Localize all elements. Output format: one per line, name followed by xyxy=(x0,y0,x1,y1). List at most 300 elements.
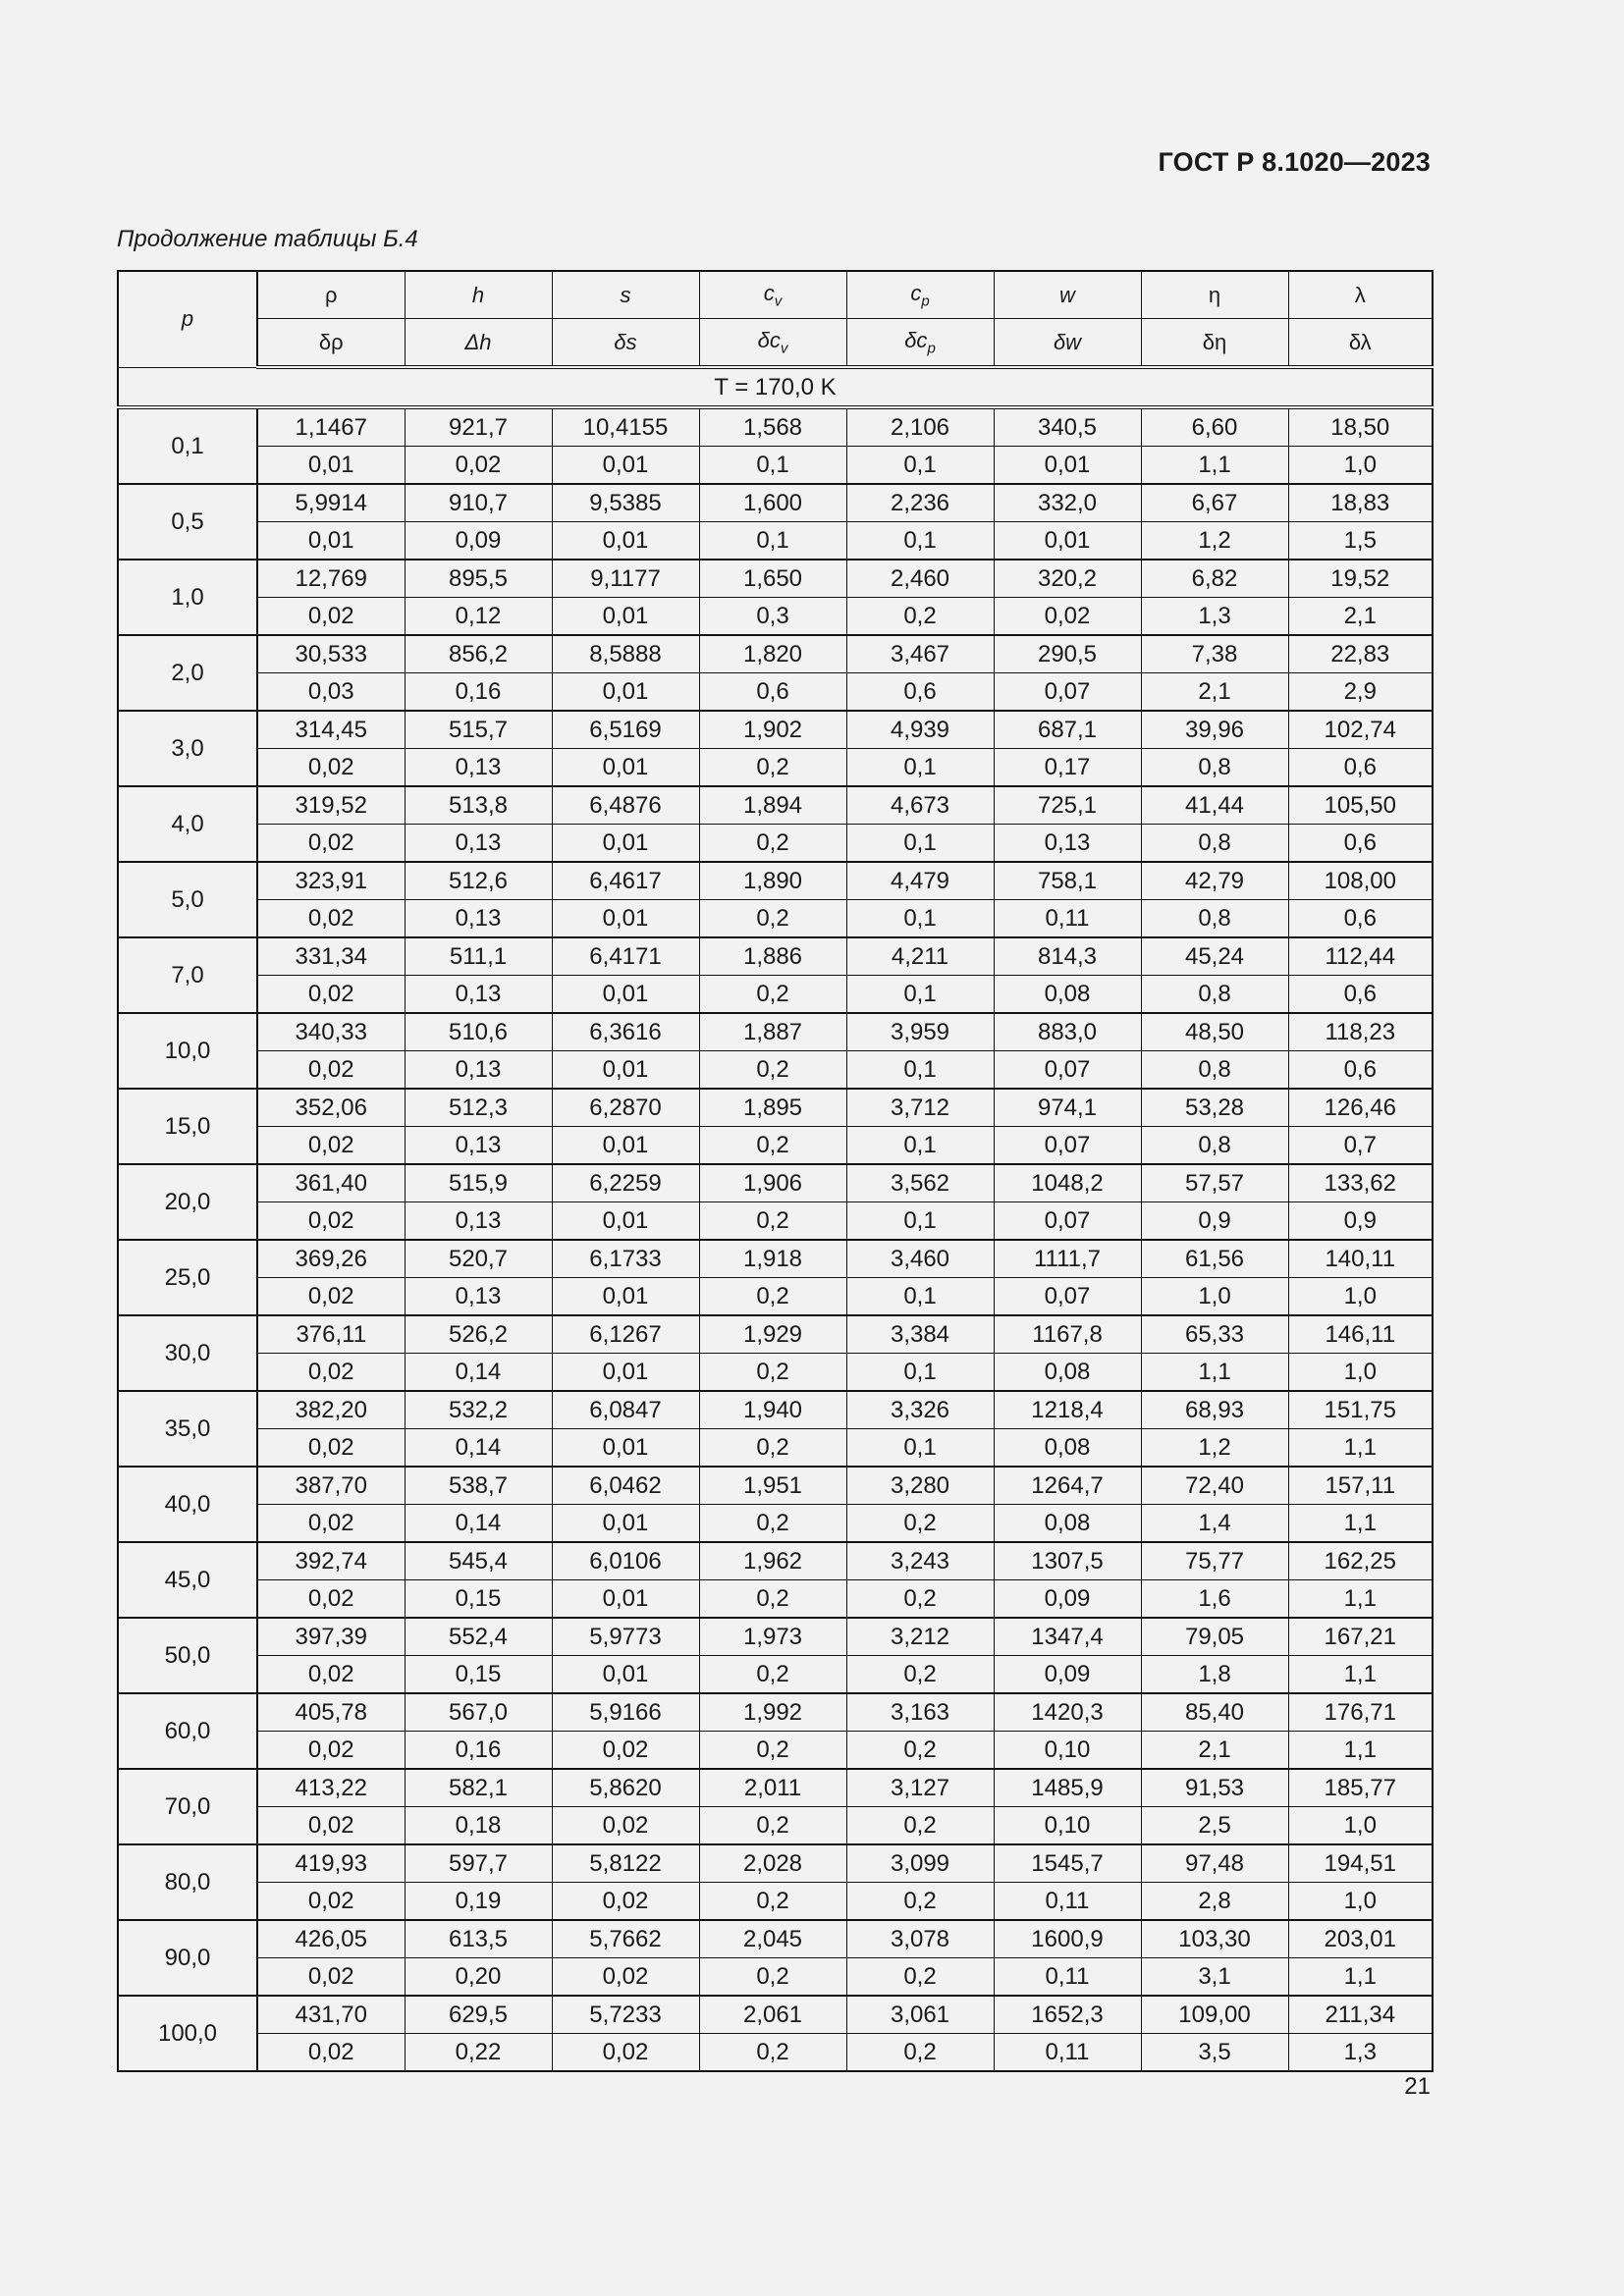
uncertainty-cell: 1,1 xyxy=(1141,447,1288,485)
uncertainty-cell: 2,1 xyxy=(1141,1732,1288,1770)
value-cell: 157,11 xyxy=(1288,1467,1433,1505)
uncertainty-cell: 0,2 xyxy=(846,1958,994,1997)
value-cell: 3,243 xyxy=(846,1542,994,1580)
value-cell: 1,568 xyxy=(699,407,846,447)
uncertainty-cell: 0,09 xyxy=(994,1656,1141,1694)
uncertainty-cell: 0,2 xyxy=(846,2034,994,2072)
value-cell: 72,40 xyxy=(1141,1467,1288,1505)
value-cell: 1,890 xyxy=(699,862,846,900)
value-cell: 65,33 xyxy=(1141,1315,1288,1354)
value-cell: 6,1733 xyxy=(552,1240,699,1278)
value-cell: 3,959 xyxy=(846,1013,994,1051)
uncertainty-cell: 0,8 xyxy=(1141,900,1288,938)
value-cell: 397,39 xyxy=(257,1618,405,1656)
value-cell: 140,11 xyxy=(1288,1240,1433,1278)
temperature-label: T = 170,0 K xyxy=(118,367,1433,407)
table-row-uncertainties xyxy=(118,1127,1433,1165)
uncertainty-cell: 0,02 xyxy=(257,1278,405,1316)
data-table xyxy=(117,270,1434,2072)
uncertainty-cell: 0,6 xyxy=(1288,825,1433,863)
uncertainty-cell: 0,02 xyxy=(257,825,405,863)
pressure-cell: 40,0 xyxy=(118,1467,257,1542)
uncertainty-cell: 0,01 xyxy=(552,522,699,561)
uncertainty-cell: 0,2 xyxy=(699,1883,846,1921)
header-uncertainty-3: $\delta c_v$ xyxy=(699,319,846,368)
uncertainty-cell: 0,02 xyxy=(257,1883,405,1921)
uncertainty-cell: 0,1 xyxy=(699,447,846,485)
uncertainty-cell: 1,0 xyxy=(1288,447,1433,485)
value-cell: 6,3616 xyxy=(552,1013,699,1051)
value-cell: 512,6 xyxy=(405,862,552,900)
uncertainty-cell: 0,09 xyxy=(994,1580,1141,1619)
value-cell: 6,4171 xyxy=(552,937,699,976)
header-uncertainty-2: δs xyxy=(552,319,699,368)
uncertainty-cell: 0,1 xyxy=(699,522,846,561)
value-cell: 1545,7 xyxy=(994,1844,1141,1883)
table-row-values xyxy=(118,484,1433,522)
value-cell: 332,0 xyxy=(994,484,1141,522)
uncertainty-cell: 0,01 xyxy=(552,1354,699,1392)
value-cell: 426,05 xyxy=(257,1920,405,1958)
value-cell: 1420,3 xyxy=(994,1693,1141,1732)
header-uncertainty-5: δw xyxy=(994,319,1141,368)
uncertainty-cell: 0,01 xyxy=(994,522,1141,561)
uncertainty-cell: 2,9 xyxy=(1288,673,1433,712)
value-cell: 85,40 xyxy=(1141,1693,1288,1732)
value-cell: 3,384 xyxy=(846,1315,994,1354)
value-cell: 4,939 xyxy=(846,711,994,749)
uncertainty-cell: 0,02 xyxy=(257,1051,405,1090)
value-cell: 1652,3 xyxy=(994,1996,1141,2034)
uncertainty-cell: 0,14 xyxy=(405,1429,552,1468)
value-cell: 6,0106 xyxy=(552,1542,699,1580)
uncertainty-cell: 0,2 xyxy=(699,1202,846,1241)
value-cell: 68,93 xyxy=(1141,1391,1288,1429)
uncertainty-cell: 1,0 xyxy=(1141,1278,1288,1316)
uncertainty-cell: 0,14 xyxy=(405,1354,552,1392)
value-cell: 6,2259 xyxy=(552,1164,699,1202)
uncertainty-cell: 0,02 xyxy=(552,1807,699,1845)
uncertainty-cell: 0,10 xyxy=(994,1807,1141,1845)
uncertainty-cell: 1,2 xyxy=(1141,522,1288,561)
value-cell: 6,82 xyxy=(1141,560,1288,598)
uncertainty-cell: 0,2 xyxy=(699,825,846,863)
uncertainty-cell: 2,1 xyxy=(1141,673,1288,712)
uncertainty-cell: 1,3 xyxy=(1141,598,1288,636)
value-cell: 369,26 xyxy=(257,1240,405,1278)
value-cell: 629,5 xyxy=(405,1996,552,2034)
uncertainty-cell: 0,13 xyxy=(405,825,552,863)
uncertainty-cell: 1,1 xyxy=(1288,1429,1433,1468)
table-row-uncertainties xyxy=(118,1580,1433,1619)
uncertainty-cell: 0,02 xyxy=(257,749,405,787)
value-cell: 8,5888 xyxy=(552,635,699,673)
header-uncertainty-4: $\delta c_p$ xyxy=(846,319,994,368)
value-cell: 1,895 xyxy=(699,1089,846,1127)
value-cell: 211,34 xyxy=(1288,1996,1433,2034)
value-cell: 2,028 xyxy=(699,1844,846,1883)
uncertainty-cell: 0,22 xyxy=(405,2034,552,2072)
value-cell: 5,8122 xyxy=(552,1844,699,1883)
header-symbol-7: λ xyxy=(1288,271,1433,319)
pressure-cell: 7,0 xyxy=(118,937,257,1013)
value-cell: 57,57 xyxy=(1141,1164,1288,1202)
header-symbol-2: s xyxy=(552,271,699,319)
value-cell: 4,673 xyxy=(846,786,994,825)
pressure-cell: 100,0 xyxy=(118,1996,257,2071)
value-cell: 6,0847 xyxy=(552,1391,699,1429)
value-cell: 1,992 xyxy=(699,1693,846,1732)
uncertainty-cell: 0,2 xyxy=(846,1883,994,1921)
uncertainty-cell: 3,1 xyxy=(1141,1958,1288,1997)
table-row-uncertainties xyxy=(118,1807,1433,1845)
value-cell: 405,78 xyxy=(257,1693,405,1732)
value-cell: 203,01 xyxy=(1288,1920,1433,1958)
value-cell: 515,9 xyxy=(405,1164,552,1202)
value-cell: 39,96 xyxy=(1141,711,1288,749)
uncertainty-cell: 0,01 xyxy=(552,1580,699,1619)
value-cell: 194,51 xyxy=(1288,1844,1433,1883)
value-cell: 133,62 xyxy=(1288,1164,1433,1202)
value-cell: 1,951 xyxy=(699,1467,846,1505)
uncertainty-cell: 0,02 xyxy=(405,447,552,485)
uncertainty-cell: 0,1 xyxy=(846,1202,994,1241)
value-cell: 387,70 xyxy=(257,1467,405,1505)
uncertainty-cell: 0,7 xyxy=(1288,1127,1433,1165)
uncertainty-cell: 1,0 xyxy=(1288,1354,1433,1392)
value-cell: 1,650 xyxy=(699,560,846,598)
uncertainty-cell: 0,01 xyxy=(994,447,1141,485)
table-row-values xyxy=(118,560,1433,598)
value-cell: 41,44 xyxy=(1141,786,1288,825)
value-cell: 2,236 xyxy=(846,484,994,522)
uncertainty-cell: 2,5 xyxy=(1141,1807,1288,1845)
uncertainty-cell: 0,2 xyxy=(699,1429,846,1468)
uncertainty-cell: 0,01 xyxy=(552,900,699,938)
value-cell: 1048,2 xyxy=(994,1164,1141,1202)
value-cell: 512,3 xyxy=(405,1089,552,1127)
uncertainty-cell: 0,02 xyxy=(257,1202,405,1241)
uncertainty-cell: 0,02 xyxy=(257,1354,405,1392)
value-cell: 109,00 xyxy=(1141,1996,1288,2034)
value-cell: 126,46 xyxy=(1288,1089,1433,1127)
value-cell: 48,50 xyxy=(1141,1013,1288,1051)
header-row-symbols xyxy=(118,271,1433,319)
value-cell: 513,8 xyxy=(405,786,552,825)
uncertainty-cell: 0,02 xyxy=(994,598,1141,636)
temperature-row xyxy=(118,367,1433,407)
value-cell: 1600,9 xyxy=(994,1920,1141,1958)
table-caption: Продолжение таблицы Б.4 xyxy=(117,226,418,252)
uncertainty-cell: 0,2 xyxy=(846,1580,994,1619)
pressure-cell: 50,0 xyxy=(118,1618,257,1693)
table-row-uncertainties xyxy=(118,1051,1433,1090)
header-uncertainty-0: δρ xyxy=(257,319,405,368)
uncertainty-cell: 1,1 xyxy=(1288,1656,1433,1694)
uncertainty-cell: 0,6 xyxy=(1288,1051,1433,1090)
value-cell: 2,045 xyxy=(699,1920,846,1958)
uncertainty-cell: 0,1 xyxy=(846,1354,994,1392)
value-cell: 1,886 xyxy=(699,937,846,976)
table-row-values xyxy=(118,407,1433,447)
uncertainty-cell: 0,8 xyxy=(1141,976,1288,1014)
uncertainty-cell: 0,13 xyxy=(994,825,1141,863)
table-row-values xyxy=(118,862,1433,900)
pressure-cell: 80,0 xyxy=(118,1844,257,1920)
value-cell: 376,11 xyxy=(257,1315,405,1354)
uncertainty-cell: 0,1 xyxy=(846,749,994,787)
header-uncertainty-1: Δh xyxy=(405,319,552,368)
uncertainty-cell: 1,1 xyxy=(1288,1958,1433,1997)
uncertainty-cell: 0,01 xyxy=(552,1051,699,1090)
value-cell: 7,38 xyxy=(1141,635,1288,673)
value-cell: 1218,4 xyxy=(994,1391,1141,1429)
uncertainty-cell: 0,2 xyxy=(699,976,846,1014)
value-cell: 331,34 xyxy=(257,937,405,976)
value-cell: 319,52 xyxy=(257,786,405,825)
uncertainty-cell: 0,2 xyxy=(699,1958,846,1997)
value-cell: 12,769 xyxy=(257,560,405,598)
uncertainty-cell: 0,12 xyxy=(405,598,552,636)
value-cell: 1,973 xyxy=(699,1618,846,1656)
uncertainty-cell: 0,8 xyxy=(1141,749,1288,787)
uncertainty-cell: 3,5 xyxy=(1141,2034,1288,2072)
table-row-values xyxy=(118,1240,1433,1278)
uncertainty-cell: 0,2 xyxy=(846,1732,994,1770)
value-cell: 6,2870 xyxy=(552,1089,699,1127)
table-row-values xyxy=(118,1013,1433,1051)
value-cell: 3,061 xyxy=(846,1996,994,2034)
value-cell: 340,33 xyxy=(257,1013,405,1051)
uncertainty-cell: 0,02 xyxy=(257,976,405,1014)
uncertainty-cell: 0,1 xyxy=(846,1429,994,1468)
uncertainty-cell: 0,08 xyxy=(994,1354,1141,1392)
uncertainty-cell: 0,16 xyxy=(405,1732,552,1770)
uncertainty-cell: 0,02 xyxy=(257,2034,405,2072)
uncertainty-cell: 1,0 xyxy=(1288,1278,1433,1316)
header-symbol-3: $c_v$ xyxy=(699,271,846,319)
table-row-uncertainties xyxy=(118,900,1433,938)
value-cell: 102,74 xyxy=(1288,711,1433,749)
uncertainty-cell: 0,8 xyxy=(1141,1051,1288,1090)
value-cell: 9,5385 xyxy=(552,484,699,522)
uncertainty-cell: 1,0 xyxy=(1288,1807,1433,1845)
value-cell: 3,127 xyxy=(846,1769,994,1807)
value-cell: 3,712 xyxy=(846,1089,994,1127)
value-cell: 1,600 xyxy=(699,484,846,522)
table-row-uncertainties xyxy=(118,749,1433,787)
header-symbol-0: ρ xyxy=(257,271,405,319)
value-cell: 320,2 xyxy=(994,560,1141,598)
value-cell: 419,93 xyxy=(257,1844,405,1883)
uncertainty-cell: 0,6 xyxy=(1288,976,1433,1014)
value-cell: 582,1 xyxy=(405,1769,552,1807)
value-cell: 1,940 xyxy=(699,1391,846,1429)
uncertainty-cell: 0,6 xyxy=(1288,749,1433,787)
uncertainty-cell: 0,18 xyxy=(405,1807,552,1845)
pressure-cell: 5,0 xyxy=(118,862,257,937)
value-cell: 883,0 xyxy=(994,1013,1141,1051)
uncertainty-cell: 0,2 xyxy=(699,1278,846,1316)
uncertainty-cell: 0,1 xyxy=(846,1051,994,1090)
value-cell: 42,79 xyxy=(1141,862,1288,900)
pressure-cell: 0,1 xyxy=(118,407,257,484)
uncertainty-cell: 0,6 xyxy=(846,673,994,712)
uncertainty-cell: 0,11 xyxy=(994,900,1141,938)
table-row-values xyxy=(118,1693,1433,1732)
value-cell: 91,53 xyxy=(1141,1769,1288,1807)
value-cell: 6,1267 xyxy=(552,1315,699,1354)
table-row-uncertainties xyxy=(118,1202,1433,1241)
uncertainty-cell: 0,2 xyxy=(699,749,846,787)
uncertainty-cell: 0,11 xyxy=(994,2034,1141,2072)
uncertainty-cell: 0,09 xyxy=(405,522,552,561)
value-cell: 162,25 xyxy=(1288,1542,1433,1580)
value-cell: 5,9914 xyxy=(257,484,405,522)
table-row-uncertainties xyxy=(118,2034,1433,2072)
uncertainty-cell: 0,01 xyxy=(257,522,405,561)
pressure-cell: 60,0 xyxy=(118,1693,257,1769)
value-cell: 3,467 xyxy=(846,635,994,673)
table-row-uncertainties xyxy=(118,1505,1433,1543)
uncertainty-cell: 0,01 xyxy=(257,447,405,485)
value-cell: 538,7 xyxy=(405,1467,552,1505)
value-cell: 2,011 xyxy=(699,1769,846,1807)
table-row-uncertainties xyxy=(118,1354,1433,1392)
pressure-cell: 70,0 xyxy=(118,1769,257,1844)
uncertainty-cell: 0,01 xyxy=(552,1202,699,1241)
uncertainty-cell: 0,1 xyxy=(846,522,994,561)
value-cell: 567,0 xyxy=(405,1693,552,1732)
value-cell: 856,2 xyxy=(405,635,552,673)
uncertainty-cell: 0,02 xyxy=(257,1807,405,1845)
table-row-values xyxy=(118,1920,1433,1958)
table-row-values xyxy=(118,1089,1433,1127)
value-cell: 3,460 xyxy=(846,1240,994,1278)
uncertainty-cell: 0,13 xyxy=(405,749,552,787)
uncertainty-cell: 0,02 xyxy=(257,1505,405,1543)
uncertainty-cell: 0,15 xyxy=(405,1580,552,1619)
uncertainty-cell: 0,6 xyxy=(699,673,846,712)
value-cell: 974,1 xyxy=(994,1089,1141,1127)
value-cell: 10,4155 xyxy=(552,407,699,447)
table-row-values xyxy=(118,1467,1433,1505)
uncertainty-cell: 0,10 xyxy=(994,1732,1141,1770)
uncertainty-cell: 0,01 xyxy=(552,1429,699,1468)
uncertainty-cell: 0,08 xyxy=(994,1429,1141,1468)
value-cell: 6,5169 xyxy=(552,711,699,749)
value-cell: 510,6 xyxy=(405,1013,552,1051)
value-cell: 3,212 xyxy=(846,1618,994,1656)
uncertainty-cell: 0,11 xyxy=(994,1883,1141,1921)
pressure-cell: 3,0 xyxy=(118,711,257,786)
value-cell: 108,00 xyxy=(1288,862,1433,900)
uncertainty-cell: 0,02 xyxy=(257,1958,405,1997)
header-symbol-5: w xyxy=(994,271,1141,319)
uncertainty-cell: 0,2 xyxy=(846,598,994,636)
value-cell: 167,21 xyxy=(1288,1618,1433,1656)
header-symbol-1: h xyxy=(405,271,552,319)
uncertainty-cell: 0,01 xyxy=(552,1278,699,1316)
uncertainty-cell: 1,1 xyxy=(1141,1354,1288,1392)
uncertainty-cell: 1,5 xyxy=(1288,522,1433,561)
pressure-cell: 1,0 xyxy=(118,560,257,635)
table-row-uncertainties xyxy=(118,1429,1433,1468)
value-cell: 1347,4 xyxy=(994,1618,1141,1656)
value-cell: 910,7 xyxy=(405,484,552,522)
value-cell: 1485,9 xyxy=(994,1769,1141,1807)
value-cell: 6,0462 xyxy=(552,1467,699,1505)
uncertainty-cell: 0,2 xyxy=(699,1656,846,1694)
table-row-uncertainties xyxy=(118,1883,1433,1921)
uncertainty-cell: 0,1 xyxy=(846,447,994,485)
value-cell: 5,7233 xyxy=(552,1996,699,2034)
uncertainty-cell: 0,1 xyxy=(846,900,994,938)
pressure-cell: 25,0 xyxy=(118,1240,257,1315)
value-cell: 3,280 xyxy=(846,1467,994,1505)
uncertainty-cell: 0,02 xyxy=(257,1656,405,1694)
value-cell: 97,48 xyxy=(1141,1844,1288,1883)
value-cell: 105,50 xyxy=(1288,786,1433,825)
uncertainty-cell: 1,3 xyxy=(1288,2034,1433,2072)
header-p: p xyxy=(118,271,257,367)
uncertainty-cell: 0,19 xyxy=(405,1883,552,1921)
value-cell: 814,3 xyxy=(994,937,1141,976)
uncertainty-cell: 2,8 xyxy=(1141,1883,1288,1921)
value-cell: 552,4 xyxy=(405,1618,552,1656)
value-cell: 352,06 xyxy=(257,1089,405,1127)
uncertainty-cell: 0,16 xyxy=(405,673,552,712)
value-cell: 5,9773 xyxy=(552,1618,699,1656)
value-cell: 895,5 xyxy=(405,560,552,598)
value-cell: 1,906 xyxy=(699,1164,846,1202)
value-cell: 79,05 xyxy=(1141,1618,1288,1656)
uncertainty-cell: 1,4 xyxy=(1141,1505,1288,1543)
table-row-values xyxy=(118,786,1433,825)
header-symbol-4: $c_p$ xyxy=(846,271,994,319)
value-cell: 613,5 xyxy=(405,1920,552,1958)
table-row-values xyxy=(118,1164,1433,1202)
uncertainty-cell: 0,2 xyxy=(846,1505,994,1543)
value-cell: 2,061 xyxy=(699,1996,846,2034)
uncertainty-cell: 0,13 xyxy=(405,1278,552,1316)
value-cell: 1167,8 xyxy=(994,1315,1141,1354)
uncertainty-cell: 0,07 xyxy=(994,673,1141,712)
uncertainty-cell: 0,02 xyxy=(552,2034,699,2072)
value-cell: 1,918 xyxy=(699,1240,846,1278)
value-cell: 3,562 xyxy=(846,1164,994,1202)
uncertainty-cell: 0,07 xyxy=(994,1202,1141,1241)
value-cell: 758,1 xyxy=(994,862,1141,900)
pressure-cell: 15,0 xyxy=(118,1089,257,1164)
uncertainty-cell: 0,9 xyxy=(1141,1202,1288,1241)
value-cell: 413,22 xyxy=(257,1769,405,1807)
uncertainty-cell: 0,07 xyxy=(994,1278,1141,1316)
uncertainty-cell: 0,07 xyxy=(994,1127,1141,1165)
table-row-uncertainties xyxy=(118,673,1433,712)
value-cell: 75,77 xyxy=(1141,1542,1288,1580)
header-row-uncertainties xyxy=(118,319,1433,368)
uncertainty-cell: 1,1 xyxy=(1288,1505,1433,1543)
value-cell: 9,1177 xyxy=(552,560,699,598)
uncertainty-cell: 0,01 xyxy=(552,976,699,1014)
value-cell: 185,77 xyxy=(1288,1769,1433,1807)
table-row-uncertainties xyxy=(118,1958,1433,1997)
pressure-cell: 20,0 xyxy=(118,1164,257,1240)
value-cell: 597,7 xyxy=(405,1844,552,1883)
uncertainty-cell: 0,15 xyxy=(405,1656,552,1694)
table-row-uncertainties xyxy=(118,1278,1433,1316)
